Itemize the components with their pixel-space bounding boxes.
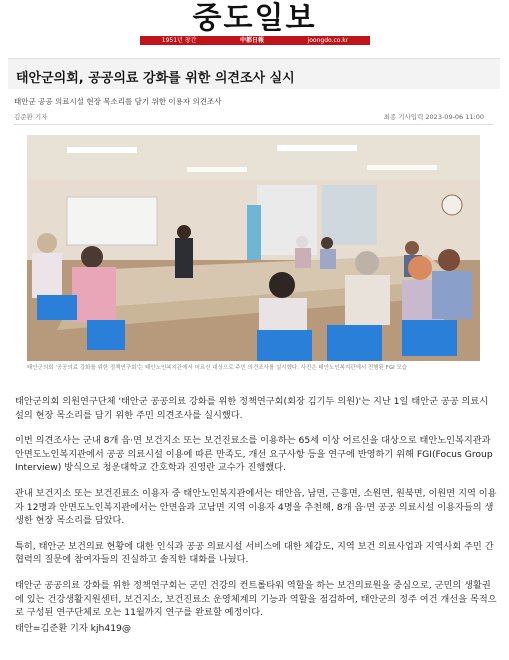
meeting-photo-illustration — [27, 135, 480, 361]
paragraph: 태안군의회 의원연구단체 '태안군 공공의료 강화를 위한 정책연구회(회장 김기두 의원)'는 지난 1일 태안군 공공 의료시설의 현장 목소리를 담기 위한 주민 의견조사를 실시했다. — [15, 396, 489, 421]
hanja-logo: 中都日報 — [239, 37, 264, 44]
founded-label: 1951년 창간 — [161, 37, 197, 44]
article-photo — [27, 135, 480, 361]
masthead — [0, 0, 509, 46]
photo-caption: 태안군의회 '공공의료 강화를 위한 정책연구회'는 태안노인복지관에서 어르신 대상으로 주민 의견조사를 실시했다. 사진은 태안노인복지관에서 진행된 FGI 모습 — [27, 365, 408, 371]
headline: 태안군의회, 공공의료 강화를 위한 의견조사 실시 — [16, 71, 295, 86]
paragraph: 이번 의견조사는 군내 8개 읍·면 보건지소 또는 보건진료소를 이용하는 65세 이상 어르신을 대상으로 태안노인복지관과 안면도노인복지관에서 공공 의료시설 이용에 따른 만족도, 개선 요구사항 등을 연구에 반영하기 위해 FGI(Focus Group Interview) 방식으로 청운대학교 간호학과 진영란 교수가 진행했다. — [15, 435, 493, 474]
paragraph: 관내 보건지소 또는 보건진료소 이용자 중 태안노인복지관에서는 태안읍, 남면, 근흥면, 소원면, 원북면, 이원면 지역 이용자 12명과 안면도노인복지관에서는 안면읍과 고남면 지역 이용자 4명을 추천해, 8개 읍·면 공공 의료시설 이용자들의 생생한 현장 목소리를 담았다. — [15, 487, 497, 527]
paragraph: 특히, 태안군 보건의료 현황에 대한 인식과 공공 의료시설 서비스에 대한 체감도, 지역 보건 의료사업과 지역사회 주민 간 협력의 질문에 참여자들의 진실하고 솔직한 대화를 나눴다. — [15, 540, 494, 566]
paragraph: 태안군 공공의료 강화를 위한 정책연구회는 군민 건강의 컨트롤타워 역할을 하는 보건의료원을 중심으로, 군민의 생활권에 있는 건강생활지원센터, 보건지소, 보건진료소 운영체계의 기능과 역할을 점검하여, 태안군의 정주 여건 개선을 목적으로 구성된 연구단체로 오는 11월까지 연구를 완료할 예정이다. — [15, 579, 497, 619]
masthead-bar — [140, 36, 370, 45]
subheadline: 태안군 공공 의료시설 현장 목소리를 담기 위한 이용자 의견조사 — [14, 97, 222, 106]
byline — [14, 112, 494, 121]
headline-box — [8, 58, 500, 89]
site-link[interactable]: joongdo.co.kr — [307, 37, 349, 44]
publish-date: 최종 기사입력 2023-09-06 11:00 — [383, 113, 484, 121]
article-body — [15, 395, 497, 647]
divider — [14, 124, 494, 125]
newspaper-logo[interactable]: 중도일보 — [192, 1, 317, 36]
reporter-signoff: 태안=김준환 기자 kjh419@ — [15, 622, 132, 634]
reporter-name: 김준환 기자 — [14, 113, 48, 121]
